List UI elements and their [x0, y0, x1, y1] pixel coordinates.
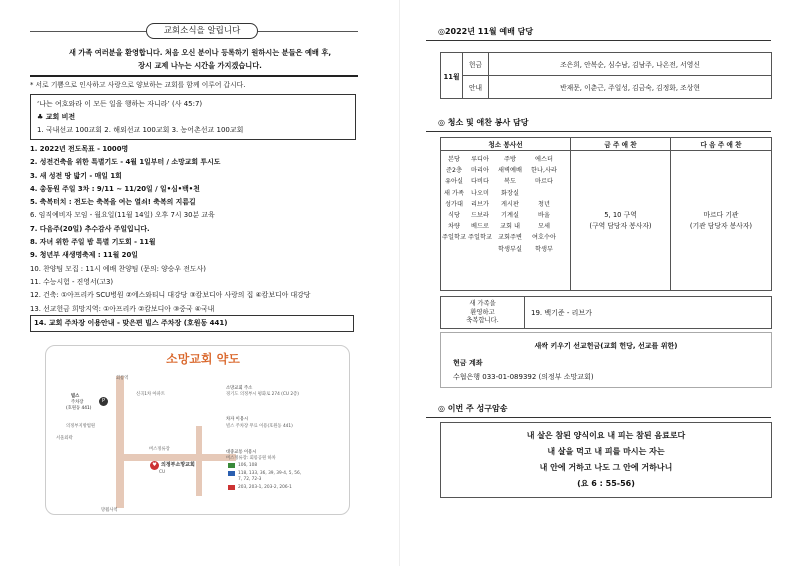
- banner-line-right: [258, 31, 358, 32]
- worship-month: 11월: [441, 53, 463, 99]
- new-family-label-2: 환영하고: [470, 308, 495, 316]
- map-label-cu: CU: [159, 470, 166, 475]
- greeting-note: * 서로 기쁨으로 인사하고 사랑으로 양보하는 교회를 함께 이루어 갑시다.: [30, 81, 246, 89]
- service-cell: 청년: [538, 200, 550, 208]
- map-label-bills2: 주차장: [71, 400, 84, 405]
- road-cross: [116, 454, 236, 461]
- welcome-line-1: 새 가족 여러분을 환영합니다. 처음 오신 분이나 등록하기 원하시는 분들은 예배 후,: [68, 48, 332, 57]
- divider: [30, 75, 358, 77]
- service-cell: 새 가족: [444, 189, 464, 197]
- service-cell: 나오미: [471, 189, 489, 197]
- road-main: [116, 376, 124, 508]
- new-family-box: [440, 296, 772, 329]
- verse-line-1: 내 살은 참된 양식이요 내 피는 참된 음료로다: [526, 431, 686, 440]
- service-title: ◎ 청소 및 애찬 봉사 담당: [438, 118, 529, 127]
- new-family-names: 19. 백기준 - 리브가: [531, 309, 592, 317]
- verse-title: ◎ 이번 주 성구암송: [438, 404, 508, 413]
- service-cell: 준2층: [446, 167, 462, 175]
- service-cell: 다비다: [471, 178, 489, 186]
- service-cell: 에스더: [535, 156, 553, 163]
- worship-names-1: 반재문, 이춘근, 주일성, 김금숙, 김정화, 조상현: [489, 76, 772, 99]
- service-columns: [441, 151, 571, 291]
- announcement-item: 11. 수능시험 - 진영서(고3): [30, 277, 114, 286]
- announcement-item: 7. 다음주(20일) 추수감사 주일입니다.: [30, 224, 150, 233]
- announcement-item: 3. 새 성전 땅 밟기 - 매일 1회: [30, 171, 122, 180]
- map-label-hoeryong: 회룡역: [116, 376, 129, 381]
- announcement-item: 8. 자녀 위한 주일 밤 특별 기도회 - 11월: [30, 238, 156, 247]
- service-cell: 새벽예배: [498, 167, 522, 175]
- service-cell: 기계실: [501, 212, 519, 220]
- verse-reference: (요 6 : 55-56): [577, 479, 635, 488]
- service-next-week: [671, 151, 772, 291]
- service-header-this: 금 주 애 찬: [571, 138, 671, 151]
- map-address: 경기도 의정부시 평화로 274 (CU 2층): [226, 392, 299, 397]
- next-week-note: (기관 담당자 봉사자): [689, 221, 753, 230]
- next-week-group: 마르다 기관: [703, 210, 739, 219]
- worship-role-1: 안내: [463, 76, 489, 99]
- map-label-church: 의정부소망교회: [161, 462, 195, 468]
- announcement-item: 12. 건축: ①아프리카 SCU병원 ②에스와티니 대강당 ③캄보디아 사랑의 집 ④캄보디아 대강당: [30, 291, 311, 300]
- service-cell: 학생부: [535, 245, 553, 253]
- service-cell: 바울: [538, 212, 550, 219]
- worship-table: [440, 52, 772, 99]
- map-label-mangwol: 망월사역: [101, 508, 118, 513]
- map-address-title: 소망교회 주소: [226, 386, 253, 391]
- map-car: 빌스 주차장 무료 이용(호원동 441): [226, 424, 293, 429]
- service-cell: 주일학교: [442, 234, 466, 242]
- vision-items: 1. 국내선교 100교회 2. 해외선교 100교회 3. 농어촌선교 100교회: [37, 126, 244, 134]
- this-week-note: (구역 담당자 봉사자): [589, 221, 652, 230]
- service-header-next: 다 음 주 애 찬: [671, 138, 772, 151]
- map-label-bills3: (호원동 441): [66, 406, 92, 411]
- service-cell: 주방: [504, 156, 516, 163]
- right-page: [400, 0, 800, 566]
- verse-line-2: 내 살을 먹고 내 피를 마시는 자는: [547, 447, 665, 456]
- worship-rule: [426, 40, 771, 41]
- welcome-line-2: 장시 교제 나누는 시간을 가지겠습니다.: [138, 61, 262, 70]
- service-cell: 차량: [448, 223, 460, 231]
- map-title: 소망교회 약도: [166, 352, 240, 366]
- service-cell: [527, 188, 561, 199]
- service-cell: 드보라: [471, 212, 489, 220]
- service-column: [493, 154, 527, 255]
- service-table: [440, 137, 772, 291]
- new-family-label-3: 축복합니다.: [466, 317, 499, 324]
- seed-offering-box: [440, 332, 772, 388]
- service-cell: 화장실: [501, 189, 519, 197]
- service-column: [527, 154, 561, 255]
- service-cell: 베드로: [471, 223, 489, 231]
- new-family-label-1: 새 가족을: [469, 300, 496, 307]
- map-car-title: 차자 이용시: [226, 417, 249, 422]
- seed-title: 새싹 키우기 선교헌금(교회 헌당, 선교를 위한): [534, 342, 678, 350]
- announcement-item: 5. 축복터치 : 전도는 축복을 여는 열쇠! 축복의 지름길: [30, 198, 196, 207]
- service-column: [467, 154, 493, 244]
- service-cell: 리브가: [471, 200, 489, 208]
- seed-account: 수협은행 033-01-089392 (의정부 소망교회): [453, 373, 594, 381]
- church-pin-icon: ♥: [150, 461, 159, 470]
- service-cell: 주일학교: [468, 234, 492, 242]
- verse-line-3: 내 안에 거하고 나도 그 안에 거하나니: [539, 463, 673, 472]
- vision-verse: ‘나는 여호와라 이 모든 일을 행하는 자니라’ (사 45:7): [37, 100, 203, 108]
- worship-role-0: 헌금: [463, 53, 489, 76]
- service-cell: 마리아: [471, 167, 489, 175]
- parking-icon: P: [99, 397, 108, 406]
- worship-title: ◎2022년 11월 예배 담당: [438, 27, 534, 36]
- service-rule: [426, 131, 771, 132]
- bus-red-icon: [228, 485, 235, 490]
- map-transit-title: 대중교통 이용시: [226, 450, 257, 455]
- service-cell: 교회주변: [498, 234, 522, 242]
- news-banner: 교회소식을 알립니다: [146, 23, 258, 39]
- service-cell: 루디아: [471, 156, 489, 163]
- new-family-label: [441, 297, 525, 328]
- map-label-seoul: 서울외곽: [56, 436, 73, 441]
- vision-box: [30, 94, 356, 140]
- announcement-item: 10. 찬양팀 모집 : 11시 예배 찬양팀 (문의: 양승우 전도사): [30, 264, 206, 273]
- announcement-item: 9. 청년부 새생명축제 : 11월 20일: [30, 251, 138, 260]
- worship-names-0: 조은희, 안복순, 심수남, 김남주, 나온전, 서영신: [489, 53, 772, 76]
- announcement-item: 13. 선교헌금 희망지역: ①아프리카 ②캄보디아 ③중국 ④국내: [30, 304, 215, 313]
- map-label-apt: 신곡1차 아파트: [136, 392, 166, 397]
- map-route-4: 203, 203-1, 203-2, 206-1: [238, 485, 292, 490]
- service-cell: 본당: [448, 156, 460, 163]
- service-cell: 식당: [448, 212, 460, 220]
- service-cell: 마르다: [535, 178, 553, 186]
- service-cell: 여호수아: [532, 234, 556, 242]
- map-label-court: 의정부지방법원: [66, 424, 96, 429]
- seed-account-label: 현금 계좌: [453, 359, 483, 367]
- memory-verse: [440, 422, 772, 498]
- verse-rule: [426, 417, 771, 418]
- map-route-1: 106, 108: [238, 463, 258, 468]
- service-cell: 학생부실: [498, 245, 522, 253]
- this-week-group: 5, 10 구역: [604, 210, 637, 219]
- service-column: [441, 154, 467, 244]
- bus-blue-icon: [228, 471, 235, 476]
- service-cell: 게시판: [501, 200, 519, 208]
- announcement-item: 4. 총동원 주일 3차 : 9/11 ~ 11/20일 / 일•심•백•천: [30, 184, 200, 193]
- parking-notice: 14. 교회 주차장 이용안내 - 맞은편 빌스 주차장 (호원동 441): [30, 315, 354, 332]
- map-transit: 버스정류장: 회룡공원 하차: [226, 456, 276, 461]
- service-cell: 복도: [504, 178, 516, 186]
- church-map: [45, 345, 350, 515]
- banner-line-left: [30, 31, 146, 32]
- service-cell: 성가대: [445, 200, 463, 208]
- map-label-bills: 빌스: [71, 394, 80, 399]
- map-route-3: 7, 72, 72-3: [238, 477, 262, 482]
- service-cell: 한나,사라: [531, 167, 557, 175]
- service-cell: 교회 내: [500, 223, 520, 231]
- announcement-item: 1. 2022년 전도목표 - 1000명: [30, 145, 129, 153]
- vision-heading: ♣ 교회 비전: [37, 113, 76, 121]
- service-cell: 유아실: [445, 178, 463, 186]
- map-label-bus: 버스정류장: [149, 447, 170, 452]
- bus-green-icon: [228, 463, 235, 468]
- map-route-2: 118, 133, 36, 39, 39-4, 5, 56,: [238, 471, 302, 476]
- announcement-list: [30, 143, 360, 316]
- service-header-clean: 청소 봉사선: [441, 138, 571, 151]
- service-cell: 모세: [538, 223, 550, 231]
- road-side: [196, 426, 202, 496]
- announcement-item: 6. 임직예비자 모임 - 월요일(11월 14일) 오후 7시 30분 교육: [30, 211, 215, 220]
- service-this-week: [571, 151, 671, 291]
- announcement-item: 2. 성전건축을 위한 특별기도 - 4월 1일부터 / 소망교회 투시도: [30, 158, 221, 167]
